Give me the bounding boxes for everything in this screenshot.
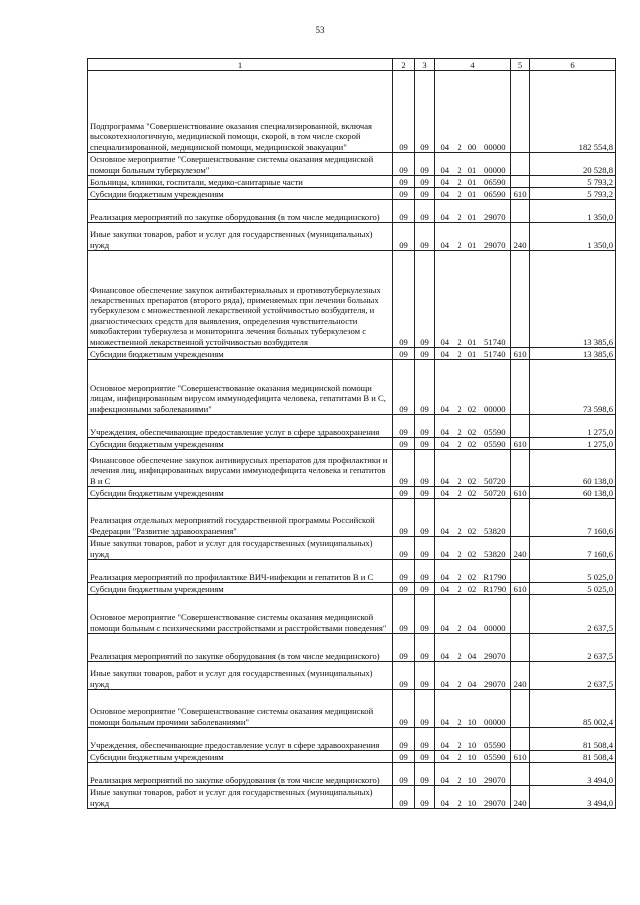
- target-direction-code: 05590: [480, 438, 511, 450]
- target-direction-code: 06590: [480, 176, 511, 188]
- expense-type-code: [511, 690, 530, 728]
- table-row: [88, 537, 616, 560]
- target-subprogram-code: 2: [455, 537, 465, 560]
- table-row: [88, 690, 616, 728]
- target-direction-code: 50720: [480, 450, 511, 487]
- section-code: 09: [393, 188, 415, 200]
- expense-type-code: 610: [511, 348, 530, 360]
- table-row: [88, 634, 616, 662]
- table-row: [88, 763, 616, 786]
- subsection-code: 09: [415, 251, 435, 348]
- expense-type-code: 610: [511, 751, 530, 763]
- header-row: [88, 59, 616, 71]
- page-number: 53: [315, 25, 325, 35]
- subsection-code: 09: [415, 153, 435, 176]
- amount: 81 508,4: [530, 728, 616, 751]
- subsection-code: 09: [415, 560, 435, 583]
- expense-type-code: [511, 153, 530, 176]
- table-row: [88, 751, 616, 763]
- target-measure-code: 10: [465, 751, 480, 763]
- target-program-code: 04: [435, 728, 455, 751]
- row-description: Основное мероприятие "Совершенствование системы оказания медицинской помощи больным с психическими расстройствами и расстройствами поведения": [88, 595, 393, 634]
- target-program-code: 04: [435, 595, 455, 634]
- target-measure-code: 02: [465, 499, 480, 537]
- expense-type-code: 240: [511, 662, 530, 690]
- target-program-code: 04: [435, 360, 455, 415]
- section-code: 09: [393, 415, 415, 438]
- table-row: [88, 200, 616, 223]
- amount: 5 025,0: [530, 560, 616, 583]
- amount: 20 528,8: [530, 153, 616, 176]
- expense-type-code: [511, 450, 530, 487]
- target-subprogram-code: 2: [455, 786, 465, 809]
- amount: 1 350,0: [530, 200, 616, 223]
- expense-type-code: [511, 251, 530, 348]
- target-measure-code: 04: [465, 595, 480, 634]
- target-measure-code: 02: [465, 360, 480, 415]
- row-description: Иные закупки товаров, работ и услуг для государственных (муниципальных) нужд: [88, 223, 393, 251]
- target-direction-code: 53820: [480, 499, 511, 537]
- expense-type-code: [511, 360, 530, 415]
- target-subprogram-code: 2: [455, 583, 465, 595]
- target-measure-code: 02: [465, 537, 480, 560]
- section-code: 09: [393, 583, 415, 595]
- row-description: Основное мероприятие "Совершенствование системы оказания медицинской помощи больным туберкулезом": [88, 153, 393, 176]
- header-col-5: 5: [511, 59, 530, 71]
- target-program-code: 04: [435, 786, 455, 809]
- target-program-code: 04: [435, 662, 455, 690]
- target-measure-code: 00: [465, 71, 480, 153]
- row-description: Учреждения, обеспечивающие предоставление услуг в сфере здравоохранения: [88, 728, 393, 751]
- section-code: 09: [393, 786, 415, 809]
- target-program-code: 04: [435, 634, 455, 662]
- section-code: 09: [393, 223, 415, 251]
- section-code: 09: [393, 450, 415, 487]
- target-program-code: 04: [435, 71, 455, 153]
- amount: 5 025,0: [530, 583, 616, 595]
- target-direction-code: 29070: [480, 223, 511, 251]
- table-row: [88, 662, 616, 690]
- target-measure-code: 01: [465, 188, 480, 200]
- section-code: 09: [393, 537, 415, 560]
- target-subprogram-code: 2: [455, 763, 465, 786]
- row-description: Субсидии бюджетным учреждениям: [88, 438, 393, 450]
- target-measure-code: 04: [465, 662, 480, 690]
- row-description: Субсидии бюджетным учреждениям: [88, 348, 393, 360]
- table-row: [88, 153, 616, 176]
- amount: 60 138,0: [530, 487, 616, 499]
- target-subprogram-code: 2: [455, 188, 465, 200]
- target-subprogram-code: 2: [455, 690, 465, 728]
- table-row: [88, 415, 616, 438]
- target-program-code: 04: [435, 188, 455, 200]
- amount: 2 637,5: [530, 595, 616, 634]
- subsection-code: 09: [415, 487, 435, 499]
- section-code: 09: [393, 251, 415, 348]
- table-row: [88, 360, 616, 415]
- section-code: 09: [393, 499, 415, 537]
- target-measure-code: 02: [465, 487, 480, 499]
- amount: 13 385,6: [530, 348, 616, 360]
- row-description: Подпрограмма "Совершенствование оказания специализированной, включая высокотехнологичную, медицинской помощи, скорой, в том числе скорой специализированной, медицинской помощи, медицинской эвакуации": [88, 71, 393, 153]
- amount: 81 508,4: [530, 751, 616, 763]
- target-measure-code: 02: [465, 583, 480, 595]
- target-measure-code: 10: [465, 786, 480, 809]
- expense-type-code: [511, 415, 530, 438]
- table-row: [88, 487, 616, 499]
- target-program-code: 04: [435, 487, 455, 499]
- target-subprogram-code: 2: [455, 595, 465, 634]
- target-direction-code: 00000: [480, 595, 511, 634]
- target-subprogram-code: 2: [455, 662, 465, 690]
- target-subprogram-code: 2: [455, 728, 465, 751]
- target-direction-code: 51740: [480, 348, 511, 360]
- target-direction-code: 29070: [480, 786, 511, 809]
- target-subprogram-code: 2: [455, 415, 465, 438]
- target-subprogram-code: 2: [455, 176, 465, 188]
- amount: 3 494,0: [530, 786, 616, 809]
- amount: 5 793,2: [530, 176, 616, 188]
- row-description: Иные закупки товаров, работ и услуг для государственных (муниципальных) нужд: [88, 786, 393, 809]
- target-measure-code: 10: [465, 763, 480, 786]
- row-description: Субсидии бюджетным учреждениям: [88, 487, 393, 499]
- row-description: Реализация мероприятий по профилактике ВИЧ-инфекции и гепатитов В и С: [88, 560, 393, 583]
- section-code: 09: [393, 690, 415, 728]
- target-program-code: 04: [435, 450, 455, 487]
- target-measure-code: 10: [465, 728, 480, 751]
- section-code: 09: [393, 595, 415, 634]
- target-subprogram-code: 2: [455, 200, 465, 223]
- subsection-code: 09: [415, 786, 435, 809]
- section-code: 09: [393, 153, 415, 176]
- header-col-2: 2: [393, 59, 415, 71]
- amount: 3 494,0: [530, 763, 616, 786]
- table-row: [88, 786, 616, 809]
- expense-type-code: [511, 200, 530, 223]
- table-row: [88, 450, 616, 487]
- section-code: 09: [393, 751, 415, 763]
- target-direction-code: 00000: [480, 690, 511, 728]
- expense-type-code: [511, 176, 530, 188]
- expense-type-code: 240: [511, 223, 530, 251]
- target-program-code: 04: [435, 200, 455, 223]
- subsection-code: 09: [415, 415, 435, 438]
- row-description: Больницы, клиники, госпитали, медико-санитарные части: [88, 176, 393, 188]
- target-direction-code: 51740: [480, 251, 511, 348]
- target-direction-code: 53820: [480, 537, 511, 560]
- row-description: Реализация мероприятий по закупке оборудования (в том числе медицинского): [88, 200, 393, 223]
- expense-type-code: 610: [511, 487, 530, 499]
- target-measure-code: 02: [465, 438, 480, 450]
- section-code: 09: [393, 438, 415, 450]
- row-description: Финансовое обеспечение закупок антивирусных препаратов для профилактики и лечения лиц, инфицированных вирусами иммунодефицита человека и гепатитов В и С: [88, 450, 393, 487]
- expense-type-code: 610: [511, 438, 530, 450]
- row-description: Учреждения, обеспечивающие предоставление услуг в сфере здравоохранения: [88, 415, 393, 438]
- amount: 2 637,5: [530, 662, 616, 690]
- section-code: 09: [393, 728, 415, 751]
- subsection-code: 09: [415, 499, 435, 537]
- section-code: 09: [393, 662, 415, 690]
- budget-table: [87, 58, 616, 809]
- target-direction-code: 29070: [480, 200, 511, 223]
- target-direction-code: 05590: [480, 415, 511, 438]
- row-description: Субсидии бюджетным учреждениям: [88, 188, 393, 200]
- expense-type-code: 610: [511, 583, 530, 595]
- subsection-code: 09: [415, 751, 435, 763]
- section-code: 09: [393, 360, 415, 415]
- target-direction-code: R1790: [480, 583, 511, 595]
- subsection-code: 09: [415, 348, 435, 360]
- row-description: Иные закупки товаров, работ и услуг для государственных (муниципальных) нужд: [88, 537, 393, 560]
- subsection-code: 09: [415, 763, 435, 786]
- row-description: Реализация мероприятий по закупке оборудования (в том числе медицинского): [88, 763, 393, 786]
- amount: 85 002,4: [530, 690, 616, 728]
- target-measure-code: 02: [465, 450, 480, 487]
- row-description: Реализация отдельных мероприятий государственной программы Российской Федерации "Развитие здравоохранения": [88, 499, 393, 537]
- target-subprogram-code: 2: [455, 634, 465, 662]
- target-measure-code: 02: [465, 560, 480, 583]
- target-direction-code: 05590: [480, 728, 511, 751]
- target-program-code: 04: [435, 348, 455, 360]
- table-row: [88, 728, 616, 751]
- table-row: [88, 188, 616, 200]
- target-subprogram-code: 2: [455, 153, 465, 176]
- target-subprogram-code: 2: [455, 487, 465, 499]
- target-measure-code: 10: [465, 690, 480, 728]
- target-subprogram-code: 2: [455, 450, 465, 487]
- subsection-code: 09: [415, 662, 435, 690]
- subsection-code: 09: [415, 176, 435, 188]
- subsection-code: 09: [415, 450, 435, 487]
- row-description: Основное мероприятие "Совершенствование системы оказания медицинской помощи больным прочими заболеваниями": [88, 690, 393, 728]
- row-description: Субсидии бюджетным учреждениям: [88, 751, 393, 763]
- amount: 60 138,0: [530, 450, 616, 487]
- target-measure-code: 01: [465, 251, 480, 348]
- amount: 7 160,6: [530, 499, 616, 537]
- table-row: [88, 176, 616, 188]
- header-col-4: 4: [435, 59, 511, 71]
- target-measure-code: 02: [465, 415, 480, 438]
- header-col-3: 3: [415, 59, 435, 71]
- subsection-code: 09: [415, 188, 435, 200]
- section-code: 09: [393, 200, 415, 223]
- target-program-code: 04: [435, 176, 455, 188]
- amount: 2 637,5: [530, 634, 616, 662]
- subsection-code: 09: [415, 71, 435, 153]
- target-program-code: 04: [435, 223, 455, 251]
- table-row: [88, 583, 616, 595]
- expense-type-code: 610: [511, 188, 530, 200]
- target-measure-code: 04: [465, 634, 480, 662]
- target-direction-code: 00000: [480, 153, 511, 176]
- target-direction-code: R1790: [480, 560, 511, 583]
- target-direction-code: 05590: [480, 751, 511, 763]
- section-code: 09: [393, 634, 415, 662]
- target-subprogram-code: 2: [455, 360, 465, 415]
- target-program-code: 04: [435, 251, 455, 348]
- row-description: Субсидии бюджетным учреждениям: [88, 583, 393, 595]
- target-direction-code: 50720: [480, 487, 511, 499]
- subsection-code: 09: [415, 595, 435, 634]
- section-code: 09: [393, 560, 415, 583]
- row-description: Основное мероприятие "Совершенствование оказания медицинской помощи лицам, инфицированным вирусом иммунодефицита человека, гепатитами В и С, инфекционными заболеваниями": [88, 360, 393, 415]
- section-code: 09: [393, 763, 415, 786]
- expense-type-code: [511, 634, 530, 662]
- expense-type-code: [511, 595, 530, 634]
- table-row: [88, 438, 616, 450]
- header-col-6: 6: [530, 59, 616, 71]
- expense-type-code: [511, 560, 530, 583]
- table-row: [88, 560, 616, 583]
- target-direction-code: 00000: [480, 71, 511, 153]
- target-program-code: 04: [435, 763, 455, 786]
- target-direction-code: 06590: [480, 188, 511, 200]
- table-row: [88, 499, 616, 537]
- section-code: 09: [393, 71, 415, 153]
- target-direction-code: 29070: [480, 634, 511, 662]
- amount: 1 275,0: [530, 415, 616, 438]
- expense-type-code: [511, 763, 530, 786]
- header-col-1: 1: [88, 59, 393, 71]
- amount: 7 160,6: [530, 537, 616, 560]
- target-program-code: 04: [435, 438, 455, 450]
- expense-type-code: [511, 71, 530, 153]
- target-subprogram-code: 2: [455, 499, 465, 537]
- target-measure-code: 01: [465, 176, 480, 188]
- expense-type-code: [511, 499, 530, 537]
- subsection-code: 09: [415, 438, 435, 450]
- table-body: [88, 71, 616, 809]
- expense-type-code: 240: [511, 537, 530, 560]
- target-subprogram-code: 2: [455, 71, 465, 153]
- amount: 73 598,6: [530, 360, 616, 415]
- target-program-code: 04: [435, 415, 455, 438]
- target-program-code: 04: [435, 583, 455, 595]
- subsection-code: 09: [415, 200, 435, 223]
- subsection-code: 09: [415, 690, 435, 728]
- target-direction-code: 00000: [480, 360, 511, 415]
- amount: 1 350,0: [530, 223, 616, 251]
- target-program-code: 04: [435, 690, 455, 728]
- target-subprogram-code: 2: [455, 251, 465, 348]
- section-code: 09: [393, 176, 415, 188]
- expense-type-code: 240: [511, 786, 530, 809]
- table-row: [88, 223, 616, 251]
- target-program-code: 04: [435, 499, 455, 537]
- amount: 13 385,6: [530, 251, 616, 348]
- row-description: Реализация мероприятий по закупке оборудования (в том числе медицинского): [88, 634, 393, 662]
- subsection-code: 09: [415, 728, 435, 751]
- subsection-code: 09: [415, 360, 435, 415]
- target-subprogram-code: 2: [455, 751, 465, 763]
- amount: 5 793,2: [530, 188, 616, 200]
- amount: 182 554,8: [530, 71, 616, 153]
- target-subprogram-code: 2: [455, 560, 465, 583]
- subsection-code: 09: [415, 537, 435, 560]
- subsection-code: 09: [415, 583, 435, 595]
- target-subprogram-code: 2: [455, 348, 465, 360]
- target-measure-code: 01: [465, 200, 480, 223]
- target-measure-code: 01: [465, 153, 480, 176]
- target-program-code: 04: [435, 537, 455, 560]
- target-direction-code: 29070: [480, 763, 511, 786]
- table-row: [88, 348, 616, 360]
- amount: 1 275,0: [530, 438, 616, 450]
- target-subprogram-code: 2: [455, 223, 465, 251]
- target-subprogram-code: 2: [455, 438, 465, 450]
- target-measure-code: 01: [465, 348, 480, 360]
- subsection-code: 09: [415, 634, 435, 662]
- table-row: [88, 251, 616, 348]
- section-code: 09: [393, 487, 415, 499]
- row-description: Финансовое обеспечение закупок антибактериальных и противотуберкулезных лекарственных препаратов (второго ряда), применяемых при лечении больных туберкулезом с множественной лекарственной устойчивостью возбудителя, и диагностических средств для выявления, определения чувствительности микобактерии туберкулеза и мониторинга лечения больных туберкулезом с множественной лекарственной устойчивостью возбудителя: [88, 251, 393, 348]
- row-description: Иные закупки товаров, работ и услуг для государственных (муниципальных) нужд: [88, 662, 393, 690]
- table-row: [88, 595, 616, 634]
- target-program-code: 04: [435, 751, 455, 763]
- target-program-code: 04: [435, 153, 455, 176]
- subsection-code: 09: [415, 223, 435, 251]
- table-row: [88, 71, 616, 153]
- target-program-code: 04: [435, 560, 455, 583]
- expense-type-code: [511, 728, 530, 751]
- section-code: 09: [393, 348, 415, 360]
- target-measure-code: 01: [465, 223, 480, 251]
- target-direction-code: 29070: [480, 662, 511, 690]
